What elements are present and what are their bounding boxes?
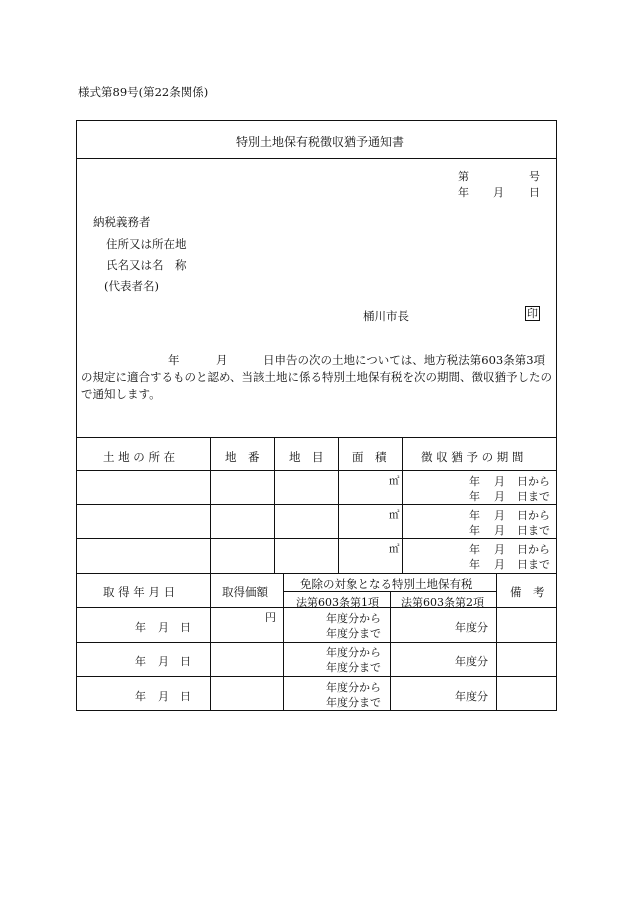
acq-col-divider	[283, 573, 284, 711]
acq-month: 月	[158, 655, 169, 668]
header-location: 土 地 の 所 在	[103, 450, 176, 464]
acq-day: 日	[180, 621, 191, 634]
taxpayer-heading: 納税義務者	[93, 215, 151, 229]
body-text	[81, 369, 555, 403]
header-deferral-period: 徴 収 猶 予 の 期 間	[421, 450, 524, 464]
date-month: 月	[493, 186, 504, 199]
title-divider	[76, 158, 557, 159]
body-rest: の規定に適合するものと認め、当該土地に係る特別土地保有税を次の期間、徴収猶予したので通知します。	[81, 370, 553, 401]
from-month: 月	[494, 475, 505, 488]
fy-amount: 年度分	[455, 655, 488, 668]
price-unit: 円	[265, 611, 276, 624]
date-year: 年	[458, 186, 469, 199]
to-month: 月	[494, 490, 505, 503]
to-year: 年	[469, 490, 480, 503]
header-land-category: 地 目	[289, 450, 324, 464]
fy-from: 年度分から	[326, 612, 381, 625]
land-table-bottom	[76, 573, 557, 574]
to-day: 日まで	[517, 558, 550, 571]
seal-mark: 印	[527, 307, 538, 320]
header-exempt-tax: 免除の対象となる特別土地保有税	[300, 577, 473, 591]
acq-year: 年	[135, 621, 146, 634]
number-prefix: 第	[458, 170, 469, 183]
land-table-top	[76, 437, 557, 438]
fy-amount: 年度分	[455, 690, 488, 703]
from-year: 年	[469, 543, 480, 556]
from-day: 日から	[517, 543, 550, 556]
header-acquisition-price: 取得価額	[222, 585, 268, 599]
acq-year: 年	[135, 690, 146, 703]
acq-col-divider	[210, 573, 211, 711]
land-col-divider	[274, 437, 275, 573]
header-art603-para1: 法第603条第1項	[296, 596, 379, 609]
fy-from: 年度分から	[326, 646, 381, 659]
land-header-bottom	[76, 470, 557, 471]
form-title: 特別土地保有税徴収猶予通知書	[236, 135, 405, 149]
land-col-divider	[210, 437, 211, 573]
body-year: 年	[168, 353, 180, 367]
number-suffix: 号	[529, 170, 540, 183]
acq-day: 日	[180, 690, 191, 703]
acq-month: 月	[158, 621, 169, 634]
fy-to: 年度分まで	[326, 661, 381, 674]
to-day: 日まで	[517, 524, 550, 537]
header-acquisition-date: 取 得 年 月 日	[103, 585, 176, 599]
to-year: 年	[469, 524, 480, 537]
date-day: 日	[529, 186, 540, 199]
fy-to: 年度分まで	[326, 627, 381, 640]
acq-col-divider	[496, 573, 497, 711]
acq-col-divider	[390, 591, 391, 711]
acq-month: 月	[158, 690, 169, 703]
header-remarks: 備 考	[510, 585, 545, 599]
to-day: 日まで	[517, 490, 550, 503]
area-unit: ㎡	[389, 509, 400, 521]
area-unit: ㎡	[389, 543, 400, 555]
fy-from: 年度分から	[326, 681, 381, 694]
header-art603-para2: 法第603条第2項	[401, 596, 484, 609]
body-month: 月	[216, 353, 228, 367]
land-col-divider	[402, 437, 403, 573]
fy-to: 年度分まで	[326, 696, 381, 709]
land-row2-bottom	[76, 538, 557, 539]
area-unit: ㎡	[389, 475, 400, 487]
representative-label: (代表者名)	[104, 279, 159, 293]
fy-amount: 年度分	[455, 621, 488, 634]
from-day: 日から	[517, 509, 550, 522]
from-month: 月	[494, 543, 505, 556]
to-month: 月	[494, 524, 505, 537]
address-label: 住所又は所在地	[106, 237, 187, 251]
from-day: 日から	[517, 475, 550, 488]
from-year: 年	[469, 509, 480, 522]
issuer-name: 桶川市長	[363, 309, 409, 323]
acq-row1-bottom	[76, 642, 557, 643]
acq-day: 日	[180, 655, 191, 668]
from-month: 月	[494, 509, 505, 522]
header-lot-number: 地 番	[225, 450, 260, 464]
to-year: 年	[469, 558, 480, 571]
header-area: 面 積	[352, 450, 387, 464]
acq-row2-bottom	[76, 676, 557, 677]
to-month: 月	[494, 558, 505, 571]
form-number: 様式第89号(第22条関係)	[78, 85, 209, 99]
body-day-text: 日申告の次の土地については、地方税法第603条第3項	[263, 353, 546, 367]
name-label: 氏名又は名 称	[106, 258, 187, 272]
land-row1-bottom	[76, 504, 557, 505]
acq-year: 年	[135, 655, 146, 668]
land-col-divider	[338, 437, 339, 573]
from-year: 年	[469, 475, 480, 488]
